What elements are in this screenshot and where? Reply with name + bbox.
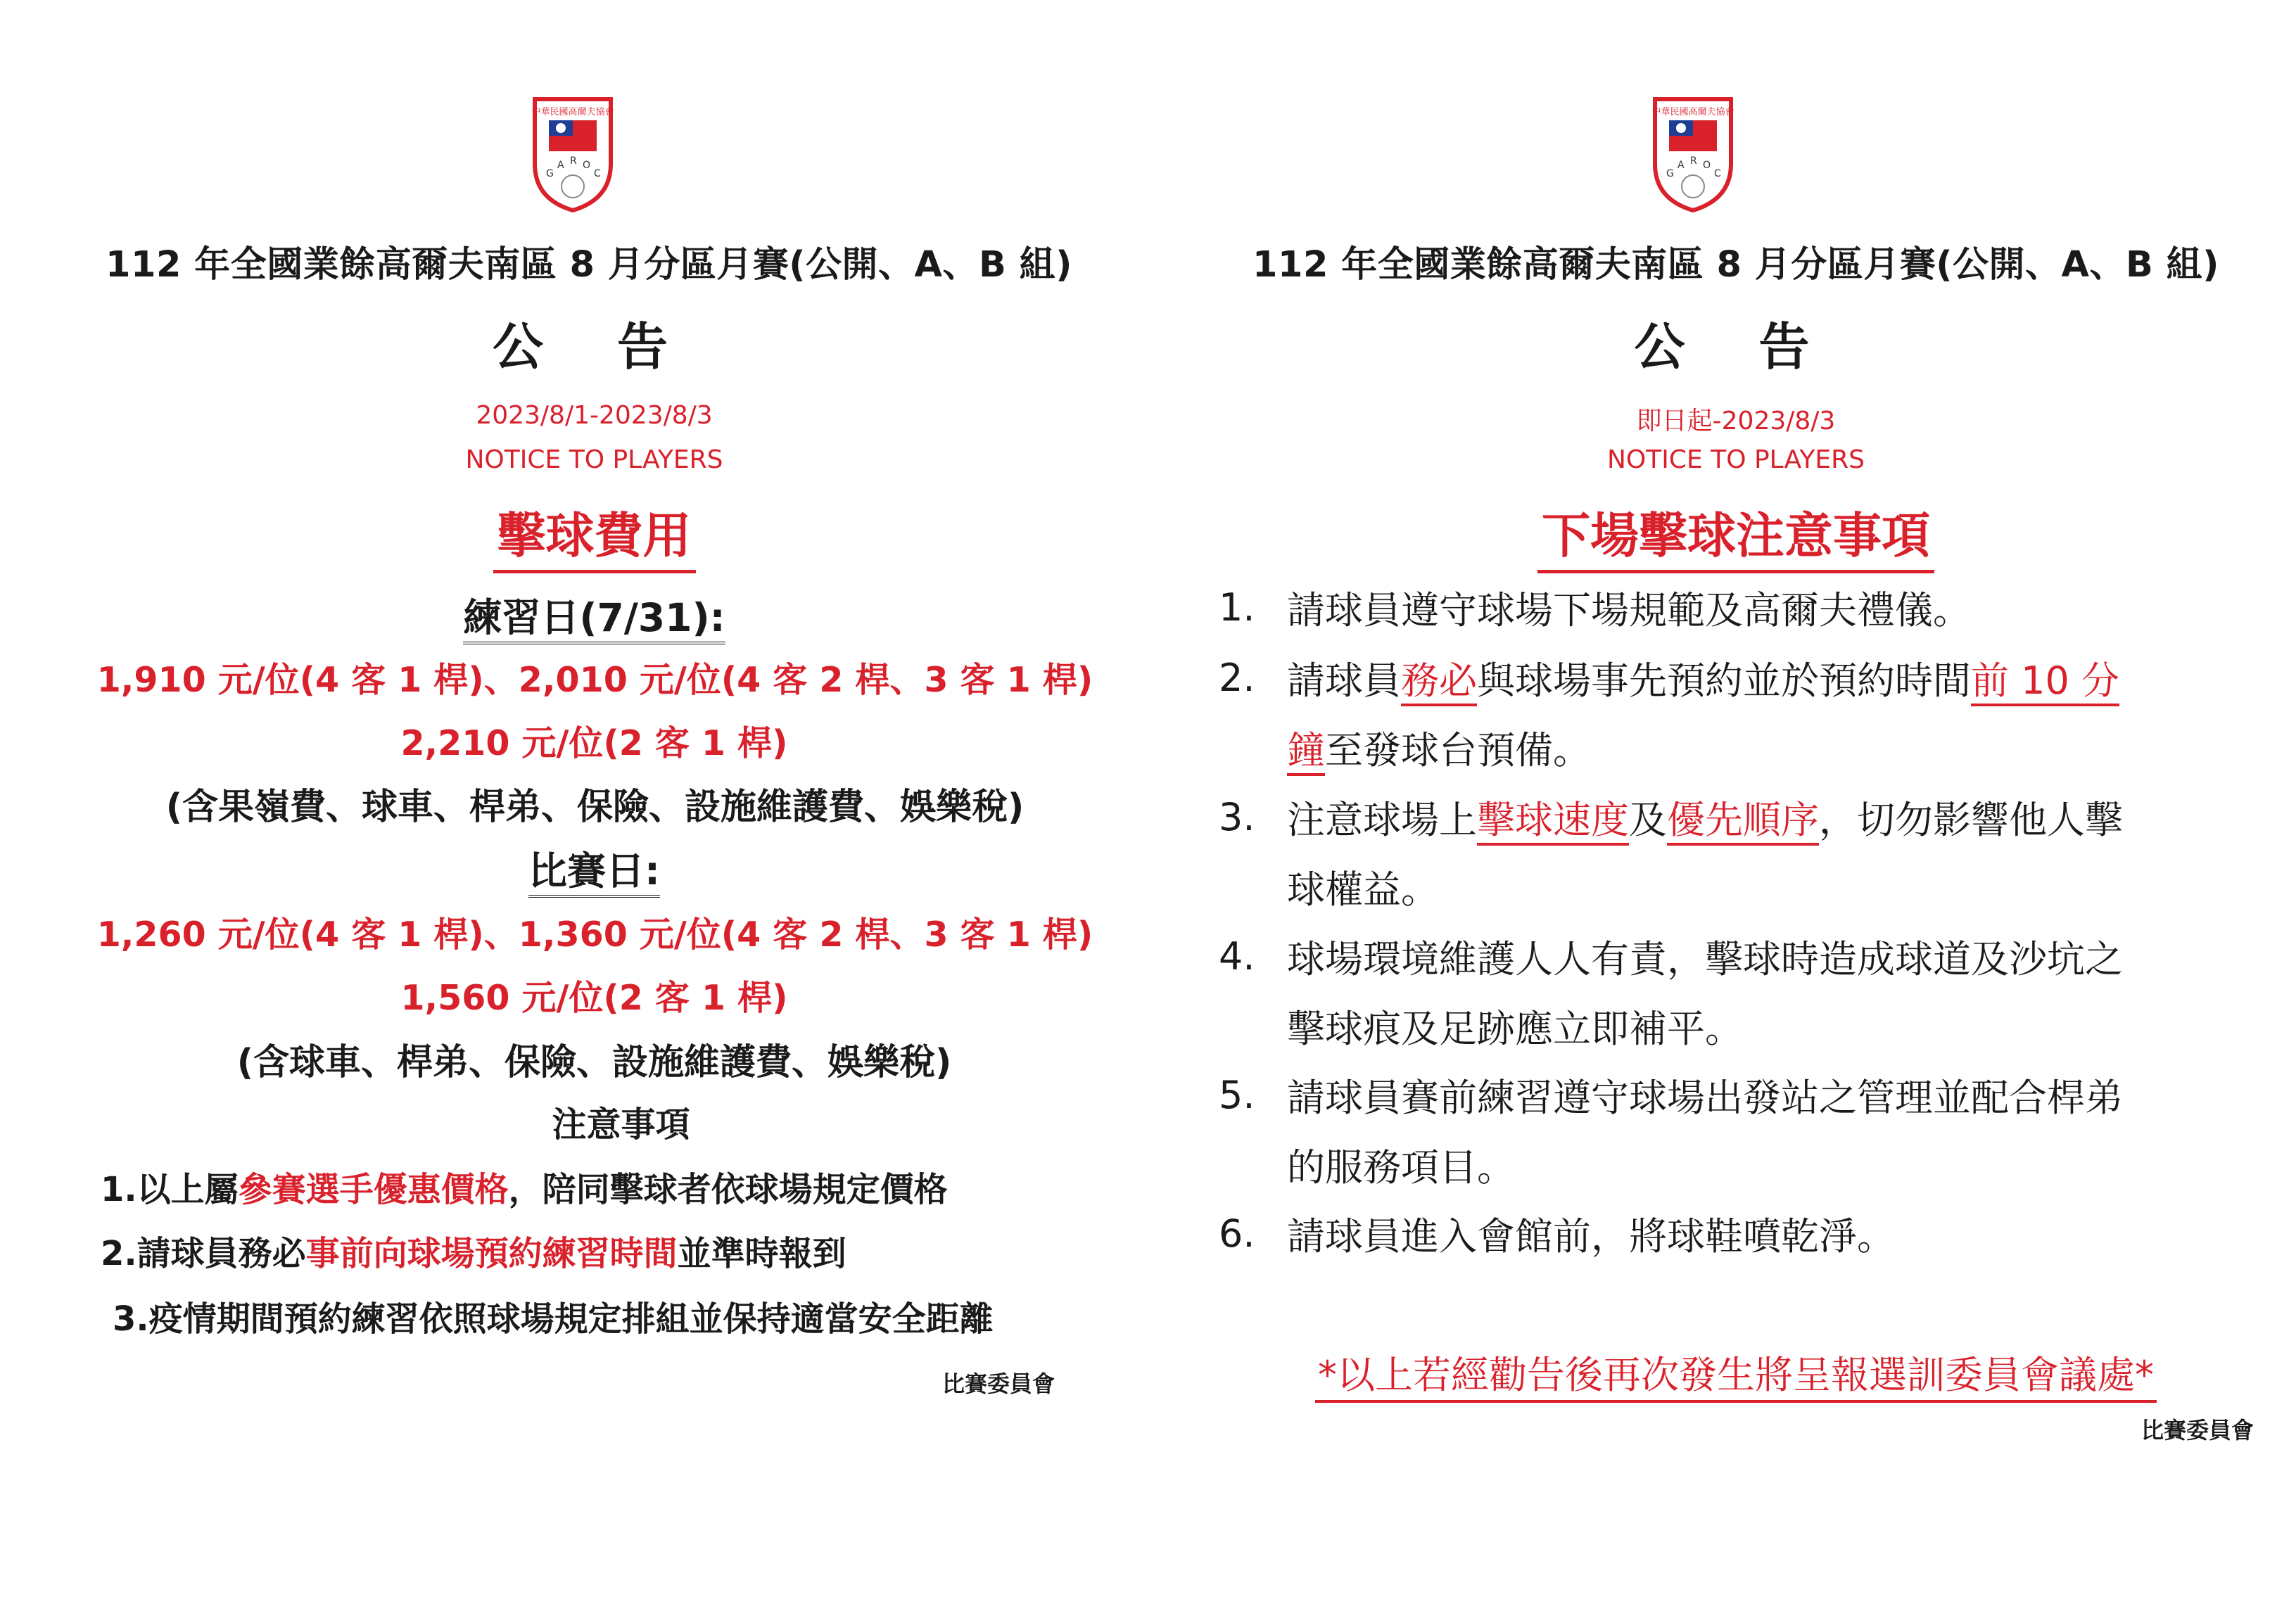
rule-3-e: ，切勿影響他人擊 xyxy=(1819,798,2123,842)
date-range: 即日起-2023/8/3 xyxy=(1636,407,1836,435)
rule-6: 請球員進入會館前，將球鞋噴乾淨。 xyxy=(1287,1214,1895,1259)
match-day-text: 比賽日: xyxy=(528,848,660,898)
rule-5 xyxy=(1287,1063,2216,1202)
rule-3 xyxy=(1287,785,2216,924)
svg-text:中華民國高爾夫協會: 中華民國高爾夫協會 xyxy=(1651,107,1734,117)
rule-2-a: 請球員 xyxy=(1287,658,1401,703)
svg-text:C: C xyxy=(1714,168,1721,179)
tournament-title: 112 年全國業餘高爾夫南區 8 月分區月賽(公開、A、B 組) xyxy=(1252,244,2219,286)
committee-signature: 比賽委員會 xyxy=(2140,1417,2254,1444)
rule-number-5: 5. xyxy=(1219,1073,1255,1117)
rule-2-ten-min: 前 10 分 xyxy=(1971,658,2119,706)
rule-3-priority: 優先順序 xyxy=(1667,798,1819,846)
svg-text:R: R xyxy=(1690,155,1697,167)
note-2-highlight: 事前向球場預約練習時間 xyxy=(305,1234,678,1273)
svg-text:O: O xyxy=(583,160,591,171)
rule-2-must: 務必 xyxy=(1401,658,1477,706)
match-price-line-2: 1,560 元/位(2 客 1 桿) xyxy=(400,978,788,1018)
match-day-label xyxy=(121,840,1067,896)
rule-3-f: 球權益。 xyxy=(1287,867,1439,912)
announcement-heading: 公 告 xyxy=(492,317,697,376)
match-includes: (含球車、桿弟、保險、設施維護費、娛樂稅) xyxy=(236,1042,952,1083)
course-rules-heading xyxy=(1218,497,2254,566)
rule-3-pace: 擊球速度 xyxy=(1477,798,1629,846)
rule-2-c: 與球場事先預約並於預約時間 xyxy=(1477,658,1971,703)
note-1-highlight: 參賽選手優惠價格 xyxy=(238,1170,509,1209)
svg-text:中華民國高爾夫協會: 中華民國高爾夫協會 xyxy=(531,107,614,117)
notes-title: 注意事項 xyxy=(552,1105,690,1145)
committee-signature: 比賽委員會 xyxy=(941,1370,1055,1397)
notice-to-players: NOTICE TO PLAYERS xyxy=(1607,445,1865,474)
match-price-line-1: 1,260 元/位(4 客 1 桿)、1,360 元/位(4 客 2 桿、3 客 1 桿) xyxy=(96,915,1093,955)
course-rules-heading-text: 下場擊球注意事項 xyxy=(1537,508,1934,573)
warning-note xyxy=(1218,1345,2254,1399)
note-2-before: 2.請球員務必 xyxy=(101,1234,306,1273)
rule-number-1: 1. xyxy=(1219,585,1255,630)
note-2 xyxy=(101,1226,846,1275)
svg-text:G: G xyxy=(546,168,554,179)
practice-price-line-2: 2,210 元/位(2 客 1 桿) xyxy=(400,723,788,763)
rule-2 xyxy=(1287,646,2216,785)
warning-note-text: *以上若經勸告後再次發生將呈報選訓委員會議處* xyxy=(1315,1353,2157,1403)
practice-price-line-1: 1,910 元/位(4 客 1 桿)、2,010 元/位(4 客 2 桿、3 客 1 桿) xyxy=(96,660,1093,700)
rule-3-a: 注意球場上 xyxy=(1287,798,1477,842)
rule-number-4: 4. xyxy=(1219,934,1255,979)
fee-heading xyxy=(121,497,1067,566)
note-1 xyxy=(101,1162,948,1211)
right-notice-panel xyxy=(1148,0,2296,1623)
tournament-title: 112 年全國業餘高爾夫南區 8 月分區月賽(公開、A、B 組) xyxy=(106,244,1072,286)
date-range: 2023/8/1-2023/8/3 xyxy=(476,401,713,430)
svg-text:R: R xyxy=(570,155,577,167)
fee-heading-text: 擊球費用 xyxy=(493,508,696,573)
announcement-heading: 公 告 xyxy=(1634,317,1838,376)
svg-text:A: A xyxy=(557,160,564,171)
svg-text:C: C xyxy=(594,168,601,179)
garoc-logo xyxy=(529,94,616,213)
note-2-after: 並準時報到 xyxy=(677,1234,846,1273)
rule-3-c: 及 xyxy=(1629,798,1667,842)
practice-day-label xyxy=(121,587,1067,642)
practice-day-text: 練習日(7/31): xyxy=(463,595,725,644)
svg-text:G: G xyxy=(1666,168,1674,179)
svg-text:A: A xyxy=(1677,160,1685,171)
rule-1: 請球員遵守球場下場規範及高爾夫禮儀。 xyxy=(1287,588,1971,632)
rule-5-a: 請球員賽前練習遵守球場出發站之管理並配合桿弟 xyxy=(1287,1076,2123,1120)
notice-to-players: NOTICE TO PLAYERS xyxy=(465,445,723,474)
note-1-before: 1.以上屬 xyxy=(101,1170,239,1209)
rule-4 xyxy=(1287,924,2216,1064)
rule-number-2: 2. xyxy=(1219,656,1255,700)
garoc-logo xyxy=(1649,94,1737,213)
practice-includes: (含果嶺費、球車、桿弟、保險、設施維護費、娛樂稅) xyxy=(165,787,1025,828)
rule-number-6: 6. xyxy=(1219,1211,1255,1256)
rule-4-a: 球場環境維護人人有責，擊球時造成球道及沙坑之 xyxy=(1287,937,2123,981)
note-3: 3.疫情期間預約練習依照球場規定排組並保持適當安全距離 xyxy=(113,1299,994,1339)
rule-2-f: 至發球台預備。 xyxy=(1325,728,1591,772)
rule-5-b: 的服務項目。 xyxy=(1287,1145,1515,1190)
rule-4-b: 擊球痕及足跡應立即補平。 xyxy=(1287,1007,1743,1051)
note-1-after: ，陪同擊球者依球場規定價格 xyxy=(508,1170,948,1209)
svg-text:O: O xyxy=(1703,160,1711,171)
rule-number-3: 3. xyxy=(1219,795,1255,839)
rule-2-ten-min-cont: 鐘 xyxy=(1287,728,1325,776)
